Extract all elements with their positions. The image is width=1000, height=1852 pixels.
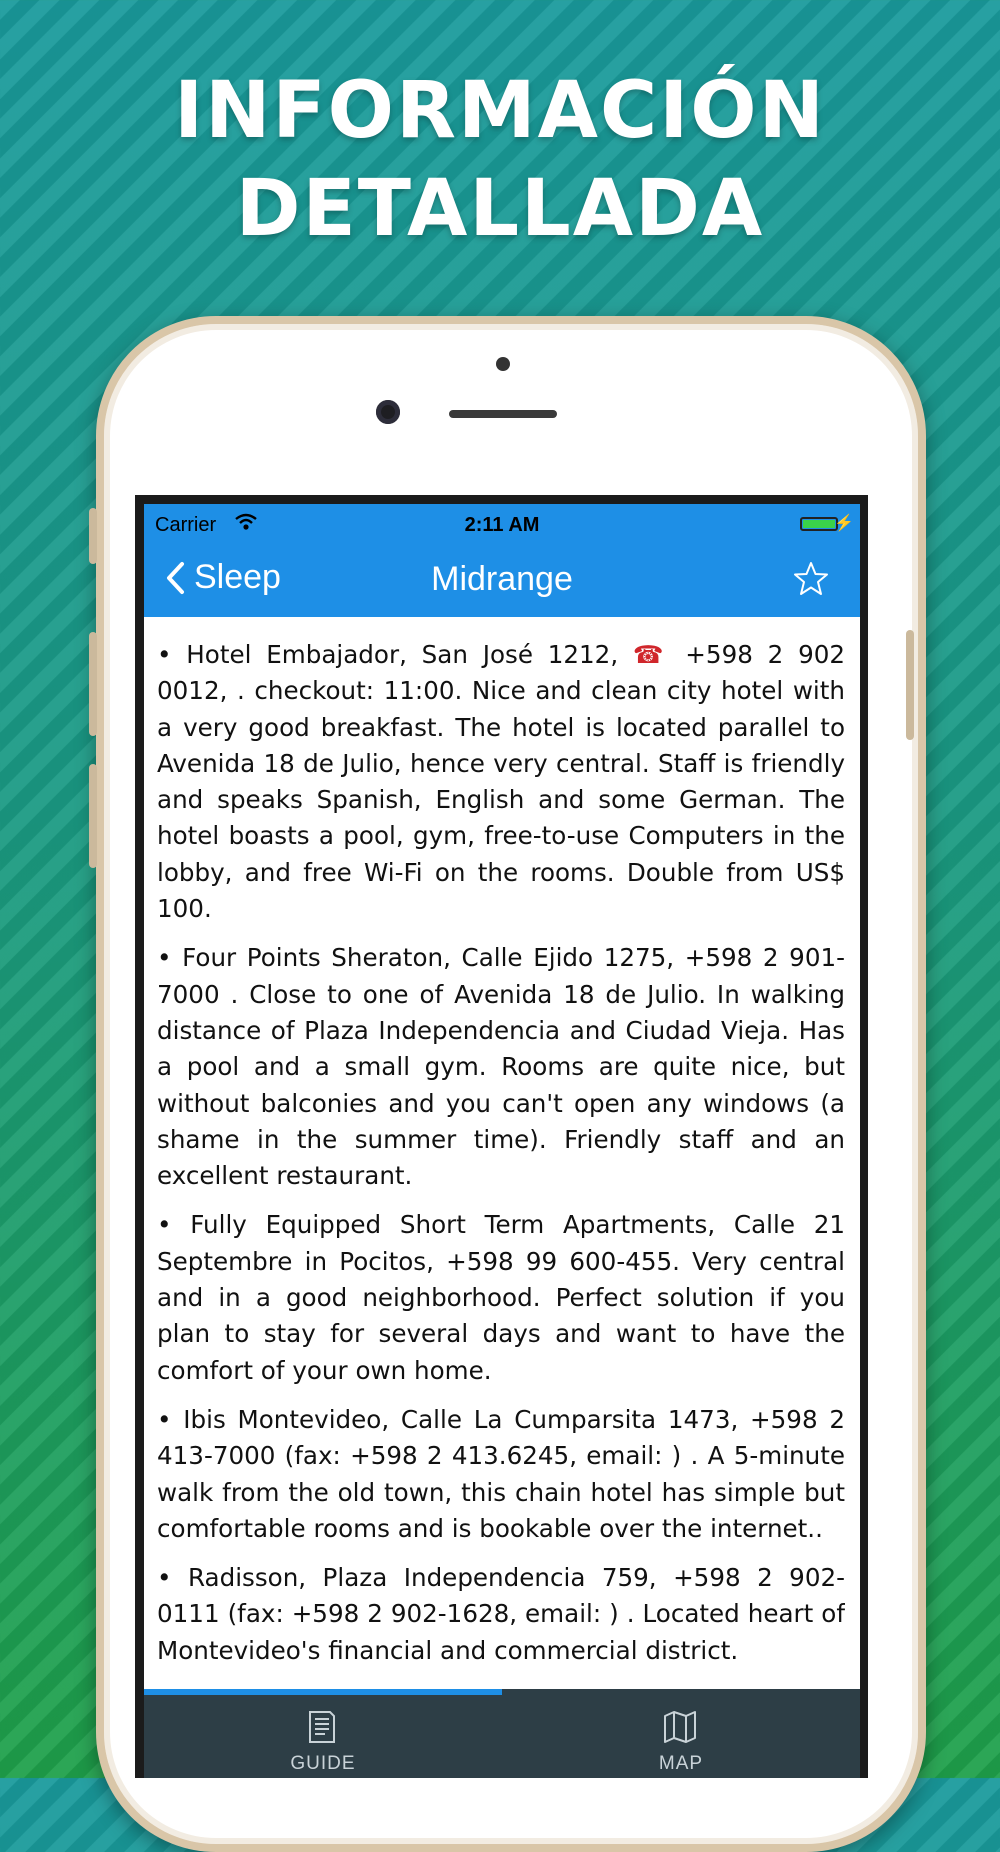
star-icon[interactable] — [792, 560, 830, 598]
phone-side-button — [89, 764, 97, 868]
status-time: 2:11 AM — [464, 514, 540, 536]
paragraph-text-rest: +598 2 902 0012, . checkout: 11:00. Nice and clean city hotel with a very good breakfast. The hotel is located parallel to Avenida 18 de Julio, hence very central. Staff is friendly and speaks Spanish, English and some German. The hotel boasts a pool, gym, free-to-use Computers in the lobby, and free Wi-Fi on the rooms. Double from US$ 100. — [157, 640, 845, 924]
phone-sensor — [496, 357, 510, 371]
tab-guide-label: GUIDE — [290, 1753, 356, 1774]
promo-headline — [0, 62, 1000, 258]
map-icon — [662, 1709, 698, 1745]
carrier-label: Carrier — [155, 514, 217, 536]
battery-icon — [800, 517, 838, 531]
phone-speaker — [449, 410, 557, 418]
headline-line-2: DETALLADA — [235, 164, 765, 254]
page-title: Midrange — [431, 560, 573, 598]
article-paragraph: • Four Points Sheraton, Calle Ejido 1275, +598 2 901-7000 . Close to one of Avenida 18 de Julio. In walking distance of Plaza Independencia and Ciudad Vieja. Has a pool and a small gym. Rooms are quite nice, but without balconies and you can't open any windows (a shame in the summer time). Friendly staff and an excellent restaurant. — [157, 943, 845, 1191]
article-paragraph: • Radisson, Plaza Independencia 759, +598 2 902-0111 (fax: +598 2 902-1628, email: ) . Located heart of Montevideo's financial and commercial district. — [157, 1563, 845, 1665]
battery-level — [803, 520, 835, 528]
tab-map[interactable] — [502, 1695, 860, 1778]
app-screen — [144, 504, 860, 1778]
phone-side-button — [906, 630, 914, 740]
article-paragraph — [157, 637, 845, 927]
article-paragraph: • Fully Equipped Short Term Apartments, Calle 21 Septembre in Pocitos, +598 99 600-455. Very central and in a good neighborhood. Perfect solution if you plan to stay for several days and want to have the comfort of your own home. — [157, 1210, 845, 1385]
phone-side-button — [89, 508, 97, 564]
tab-guide[interactable] — [144, 1695, 502, 1778]
status-bar — [144, 504, 860, 544]
nav-bar — [144, 544, 860, 617]
guide-book-icon — [304, 1709, 340, 1745]
article-content — [157, 637, 845, 1685]
tab-map-label: MAP — [658, 1753, 704, 1774]
phone-screen — [135, 495, 868, 1778]
tab-bar — [144, 1695, 860, 1778]
headline-line-1: INFORMACIÓN — [174, 66, 826, 156]
back-button-label: Sleep — [194, 558, 281, 596]
charging-icon: ⚡ — [834, 515, 854, 532]
paragraph-text-start: • Hotel Embajador, San José 1212, — [157, 640, 633, 669]
phone-side-button — [89, 632, 97, 736]
article-paragraph: • Ibis Montevideo, Calle La Cumparsita 1473, +598 2 413-7000 (fax: +598 2 413.6245, email: ) . A 5-minute walk from the old town, this chain hotel has simple but comfortable rooms and is bookable over the internet.. — [157, 1404, 845, 1543]
phone-camera — [376, 400, 400, 424]
telephone-icon: ☎ — [632, 640, 671, 669]
